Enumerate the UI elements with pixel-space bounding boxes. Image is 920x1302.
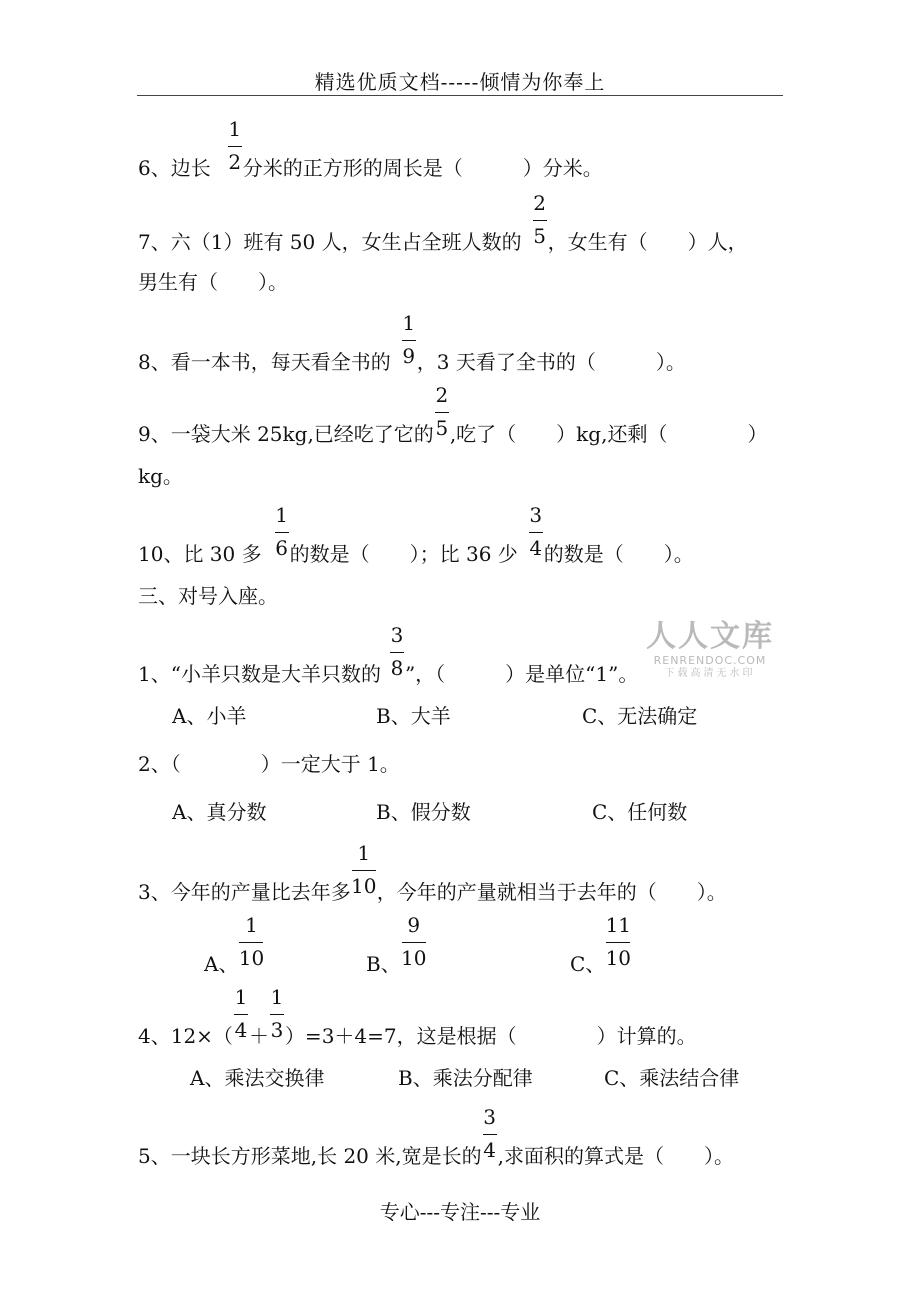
c3-option-b-numerator: 9 bbox=[407, 913, 421, 937]
question-6 bbox=[138, 117, 603, 182]
c3-option-c-label: C、 bbox=[570, 952, 606, 976]
fraction-bar bbox=[275, 532, 289, 533]
q9-numerator: 2 bbox=[435, 383, 449, 407]
c2-option-c: C、任何数 bbox=[592, 800, 688, 824]
c5-suffix: ,求面积的算式是（ ）。 bbox=[497, 1144, 734, 1168]
fraction-bar bbox=[228, 146, 242, 147]
fraction-bar bbox=[239, 942, 263, 943]
c1-fraction bbox=[389, 623, 405, 686]
c4-numerator-1: 1 bbox=[234, 985, 248, 1009]
c3-numerator: 1 bbox=[357, 841, 371, 865]
c3-fraction bbox=[351, 841, 377, 904]
q9-fraction bbox=[434, 383, 450, 446]
c2-option-a: A、真分数 bbox=[172, 800, 267, 824]
c4-suffix: ）=3＋4=7，这是根据（ ）计算的。 bbox=[284, 1024, 697, 1048]
q8-suffix: ，3 天看了全书的（ ）。 bbox=[416, 350, 686, 374]
c3-option-a bbox=[204, 913, 265, 978]
q10-fraction-1 bbox=[274, 503, 290, 566]
c3-denominator: 10 bbox=[351, 874, 377, 898]
c4-option-c: C、乘法结合律 bbox=[604, 1066, 740, 1090]
q8-prefix: 8、看一本书，每天看全书的 bbox=[138, 350, 391, 374]
c3-prefix: 3、今年的产量比去年多 bbox=[138, 880, 351, 904]
c4-prefix: 4、12×（ bbox=[138, 1024, 233, 1048]
c2-option-b: B、假分数 bbox=[376, 800, 471, 824]
question-9-line-2: kg。 bbox=[138, 464, 183, 488]
c1-numerator: 3 bbox=[390, 623, 404, 647]
q8-fraction bbox=[401, 311, 417, 374]
q6-denominator: 2 bbox=[228, 150, 242, 174]
c3-option-c bbox=[570, 913, 632, 978]
c5-fraction bbox=[482, 1105, 498, 1168]
q10-suffix: 的数是（ ）。 bbox=[543, 542, 694, 566]
c4-option-b: B、乘法分配律 bbox=[398, 1066, 533, 1090]
q10-numerator-2: 3 bbox=[529, 503, 543, 527]
fraction-bar bbox=[402, 340, 416, 341]
q10-middle: 的数是（ ）；比 36 少 bbox=[289, 542, 518, 566]
choice-question-2: 2、（ ）一定大于 1。 bbox=[138, 752, 400, 776]
c5-prefix: 5、一块长方形菜地,长 20 米,宽是长的 bbox=[138, 1144, 482, 1168]
c3-option-b-fraction bbox=[400, 913, 427, 976]
choice-question-3 bbox=[138, 841, 727, 906]
q7-numerator: 2 bbox=[533, 191, 546, 215]
c1-suffix: ”，（ ）是单位“1”。 bbox=[404, 662, 639, 686]
c4-denominator-2: 3 bbox=[270, 1018, 284, 1042]
c1-option-b: B、大羊 bbox=[376, 704, 451, 728]
c1-option-a: A、小羊 bbox=[172, 704, 247, 728]
q7-fraction bbox=[532, 191, 548, 254]
section-3-title: 三、对号入座。 bbox=[138, 584, 278, 608]
c4-numerator-2: 1 bbox=[270, 985, 284, 1009]
question-7-line-2: 男生有（ ）。 bbox=[138, 270, 288, 294]
c3-option-c-denominator: 10 bbox=[605, 946, 632, 970]
watermark-logo-text: 人人文库 bbox=[646, 619, 774, 654]
c3-suffix: ，今年的产量就相当于去年的（ ）。 bbox=[376, 880, 727, 904]
c1-denominator: 8 bbox=[390, 656, 404, 680]
c3-option-c-fraction bbox=[605, 913, 632, 976]
question-9 bbox=[138, 383, 768, 448]
page-footer: 专心---专注---专业 bbox=[379, 1200, 541, 1224]
question-10 bbox=[138, 503, 694, 568]
question-8 bbox=[138, 311, 686, 376]
c1-option-c: C、无法确定 bbox=[582, 704, 698, 728]
c3-option-b-denominator: 10 bbox=[400, 946, 427, 970]
c4-denominator-1: 4 bbox=[234, 1018, 248, 1042]
page-header-title: 精选优质文档-----倾情为你奉上 bbox=[314, 70, 606, 94]
c4-fraction-2 bbox=[269, 985, 285, 1048]
c3-option-a-label: A、 bbox=[204, 952, 239, 976]
fraction-bar bbox=[234, 1014, 248, 1015]
q7-prefix: 7、六（1）班有 50 人，女生占全班人数的 bbox=[138, 230, 522, 254]
q10-fraction-2 bbox=[528, 503, 544, 566]
c4-option-a: A、乘法交换律 bbox=[190, 1066, 325, 1090]
fraction-bar bbox=[390, 652, 404, 653]
q8-denominator: 9 bbox=[402, 344, 416, 368]
fraction-bar bbox=[435, 412, 449, 413]
fraction-bar bbox=[402, 942, 426, 943]
q10-numerator-1: 1 bbox=[275, 503, 288, 527]
q6-suffix: 分米的正方形的周长是（ ）分米。 bbox=[242, 156, 603, 180]
c3-option-c-numerator: 11 bbox=[605, 913, 632, 937]
q9-suffix: ,吃了（ ）kg,还剩（ ） bbox=[449, 422, 768, 446]
q7-suffix: ，女生有（ ）人， bbox=[547, 230, 748, 254]
q10-denominator-1: 6 bbox=[275, 536, 288, 560]
header-rule bbox=[137, 95, 783, 96]
q10-denominator-2: 4 bbox=[529, 536, 543, 560]
fraction-bar bbox=[352, 870, 376, 871]
fraction-bar bbox=[483, 1134, 497, 1135]
watermark bbox=[645, 620, 775, 680]
watermark-slogan: 下载高清无水印 bbox=[664, 668, 756, 679]
c4-plus: ＋ bbox=[248, 1024, 269, 1048]
c3-option-b-label: B、 bbox=[366, 952, 401, 976]
c3-option-a-numerator: 1 bbox=[245, 913, 258, 937]
fraction-bar bbox=[529, 532, 543, 533]
q10-prefix: 10、比 30 多 bbox=[138, 542, 262, 566]
c3-option-b bbox=[366, 913, 427, 978]
c3-option-a-fraction bbox=[238, 913, 265, 976]
c5-denominator: 4 bbox=[483, 1138, 496, 1162]
choice-question-4 bbox=[138, 985, 697, 1050]
q9-denominator: 5 bbox=[435, 416, 449, 440]
c5-numerator: 3 bbox=[483, 1105, 496, 1129]
c1-prefix: 1、“小羊只数是大羊只数的 bbox=[138, 662, 381, 686]
q8-numerator: 1 bbox=[402, 311, 416, 335]
q7-denominator: 5 bbox=[533, 224, 546, 248]
q6-prefix: 6、边长 bbox=[138, 156, 211, 180]
q6-numerator: 1 bbox=[228, 117, 242, 141]
choice-question-1 bbox=[138, 623, 639, 688]
fraction-bar bbox=[606, 942, 630, 943]
c4-fraction-1 bbox=[233, 985, 249, 1048]
choice-question-5 bbox=[138, 1105, 734, 1170]
fraction-bar bbox=[270, 1014, 284, 1015]
question-7 bbox=[138, 191, 748, 256]
fraction-bar bbox=[533, 220, 547, 221]
c3-option-a-denominator: 10 bbox=[238, 946, 265, 970]
q9-prefix: 9、一袋大米 25kg,已经吃了它的 bbox=[138, 422, 434, 446]
q6-fraction bbox=[227, 117, 243, 180]
watermark-url: RENRENDOC.COM bbox=[653, 654, 767, 667]
